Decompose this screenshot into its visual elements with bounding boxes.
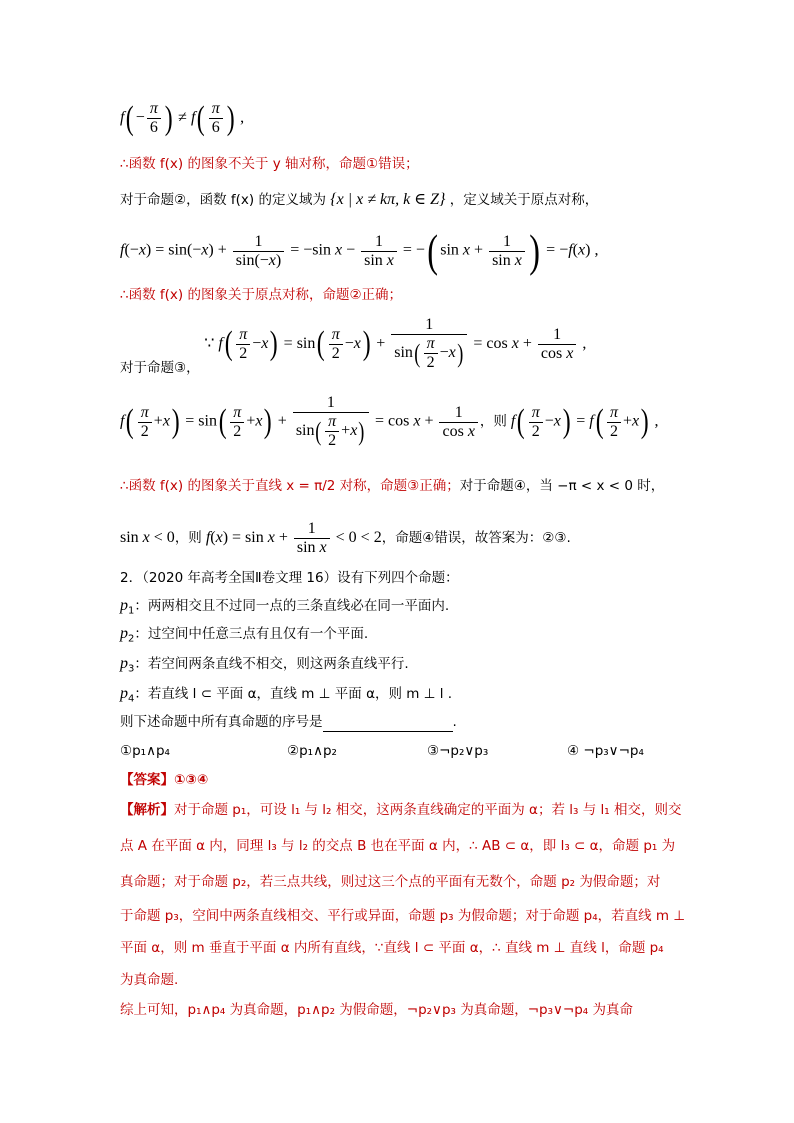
formula-line-6: 对于命题③， ∵ f( $\frac{\pi}{2}$ −x) = sin( $\frac{\pi}{2}$ −x) + 1 sin( $\frac{\pi}{2}$ −x) = cos x + $\frac{1}{\text{cos x}}$ , <box>120 316 587 376</box>
proposition-p2: $p_2$：过空间中任意三点有且仅有一个平面. <box>120 625 369 645</box>
formula-line-9: sin x < 0，则 f(x) = sin x + $\frac{1}{\text{sin x}}$ < 0 < 2，命题④错误，故答案为：②③. <box>120 520 571 556</box>
formula-line-4: f(−x) = sin(−x) + $\frac{1}{\sin(-x)}$ = −sin x − $\frac{1}{\text{sin x}}$ = −( sin x + $\frac{1}{\text{sin x}}$ ) = −f(x) , <box>120 225 599 276</box>
analysis-line-1: 【解析】对于命题 p₁，可设 l₁ 与 l₂ 相交，这两条直线确定的平面为 α；若 l₃ 与 l₁ 相交，则交 <box>120 802 682 818</box>
formula-line-7: f( $\frac{\pi}{2}$ +x) = sin( $\frac{\pi}{2}$ +x) + 1 sin( $\frac{\pi}{2}$ +x) = cos x + $\frac{1}{\text{cos x}}$ ，则 f( $\frac{\pi}{2}$ −x) = f( $\frac{\pi}{2}$ +x) , <box>120 394 659 449</box>
analysis-line-2: 点 A 在平面 α 内，同理 l₃ 与 l₂ 的交点 B 也在平面 α 内，∴ AB ⊂ α，即 l₃ ⊂ α，命题 p₁ 为 <box>120 838 676 854</box>
option-1: ①p₁∧p₄ <box>120 743 170 759</box>
problem-title: 2．（2020 年高考全国Ⅱ卷文理 16）设有下列四个命题： <box>120 570 459 586</box>
conclusion-line-3: ∴函数 f(x) 的图象关于直线 x = π/2 对称，命题③正确；对于命题④，当 −π < x < 0 时， <box>120 478 665 494</box>
analysis-line-5: 平面 α，则 m 垂直于平面 α 内所有直线，∵直线 l ⊂ 平面 α，∴ 直线 m ⊥ 直线 l，命题 p₄ <box>120 940 664 956</box>
analysis-line-3: 真命题；对于命题 p₂，若三点共线，则过这三个点的平面有无数个，命题 p₂ 为假命题；对 <box>120 874 661 890</box>
option-2: ②p₁∧p₂ <box>287 743 337 759</box>
proposition-p1: $p_1$：两两相交且不过同一点的三条直线必在同一平面内. <box>120 597 450 617</box>
answer-blank <box>323 717 453 732</box>
proposition-p4: $p_4$：若直线 l ⊂ 平面 α，直线 m ⊥ 平面 α，则 m ⊥ l . <box>120 685 453 705</box>
option-3: ③¬p₂∨p₃ <box>427 743 489 759</box>
analysis-label: 【解析】 <box>120 802 174 818</box>
answer-value: ①③④ <box>174 772 209 788</box>
answer-label: 【答案】 <box>120 772 174 788</box>
analysis-line-4: 于命题 p₃，空间中两条直线相交、平行或异面，命题 p₃ 为假命题；对于命题 p₄，若直线 m ⊥ <box>120 908 686 924</box>
proposition-2-intro: 对于命题②，函数 f(x) 的定义域为 {x | x ≠ kπ, k ∈ Z} ，定义域关于原点对称， <box>120 191 599 208</box>
question-line: 则下述命题中所有真命题的序号是 . <box>120 714 457 730</box>
conclusion-line-1: ∴函数 f(x) 的图象不关于 y 轴对称，命题①错误； <box>120 156 419 172</box>
formula-line-1: f( − $\frac{\pi}{6}$ ) ≠ f( $\frac{\pi}{6}$ ) , <box>120 99 245 137</box>
proposition-p3: $p_3$：若空间两条直线不相交，则这两条直线平行. <box>120 655 409 675</box>
analysis-line-7: 综上可知，p₁∧p₄ 为真命题，p₁∧p₂ 为假命题，¬p₂∨p₃ 为真命题，¬p₃∨¬p₄ 为真命 <box>120 1002 633 1018</box>
option-4: ④ ¬p₃∨¬p₄ <box>567 743 644 759</box>
analysis-line-6: 为真命题. <box>120 972 179 988</box>
conclusion-line-2: ∴函数 f(x) 的图象关于原点对称，命题②正确； <box>120 287 403 303</box>
answer-line <box>120 770 208 790</box>
